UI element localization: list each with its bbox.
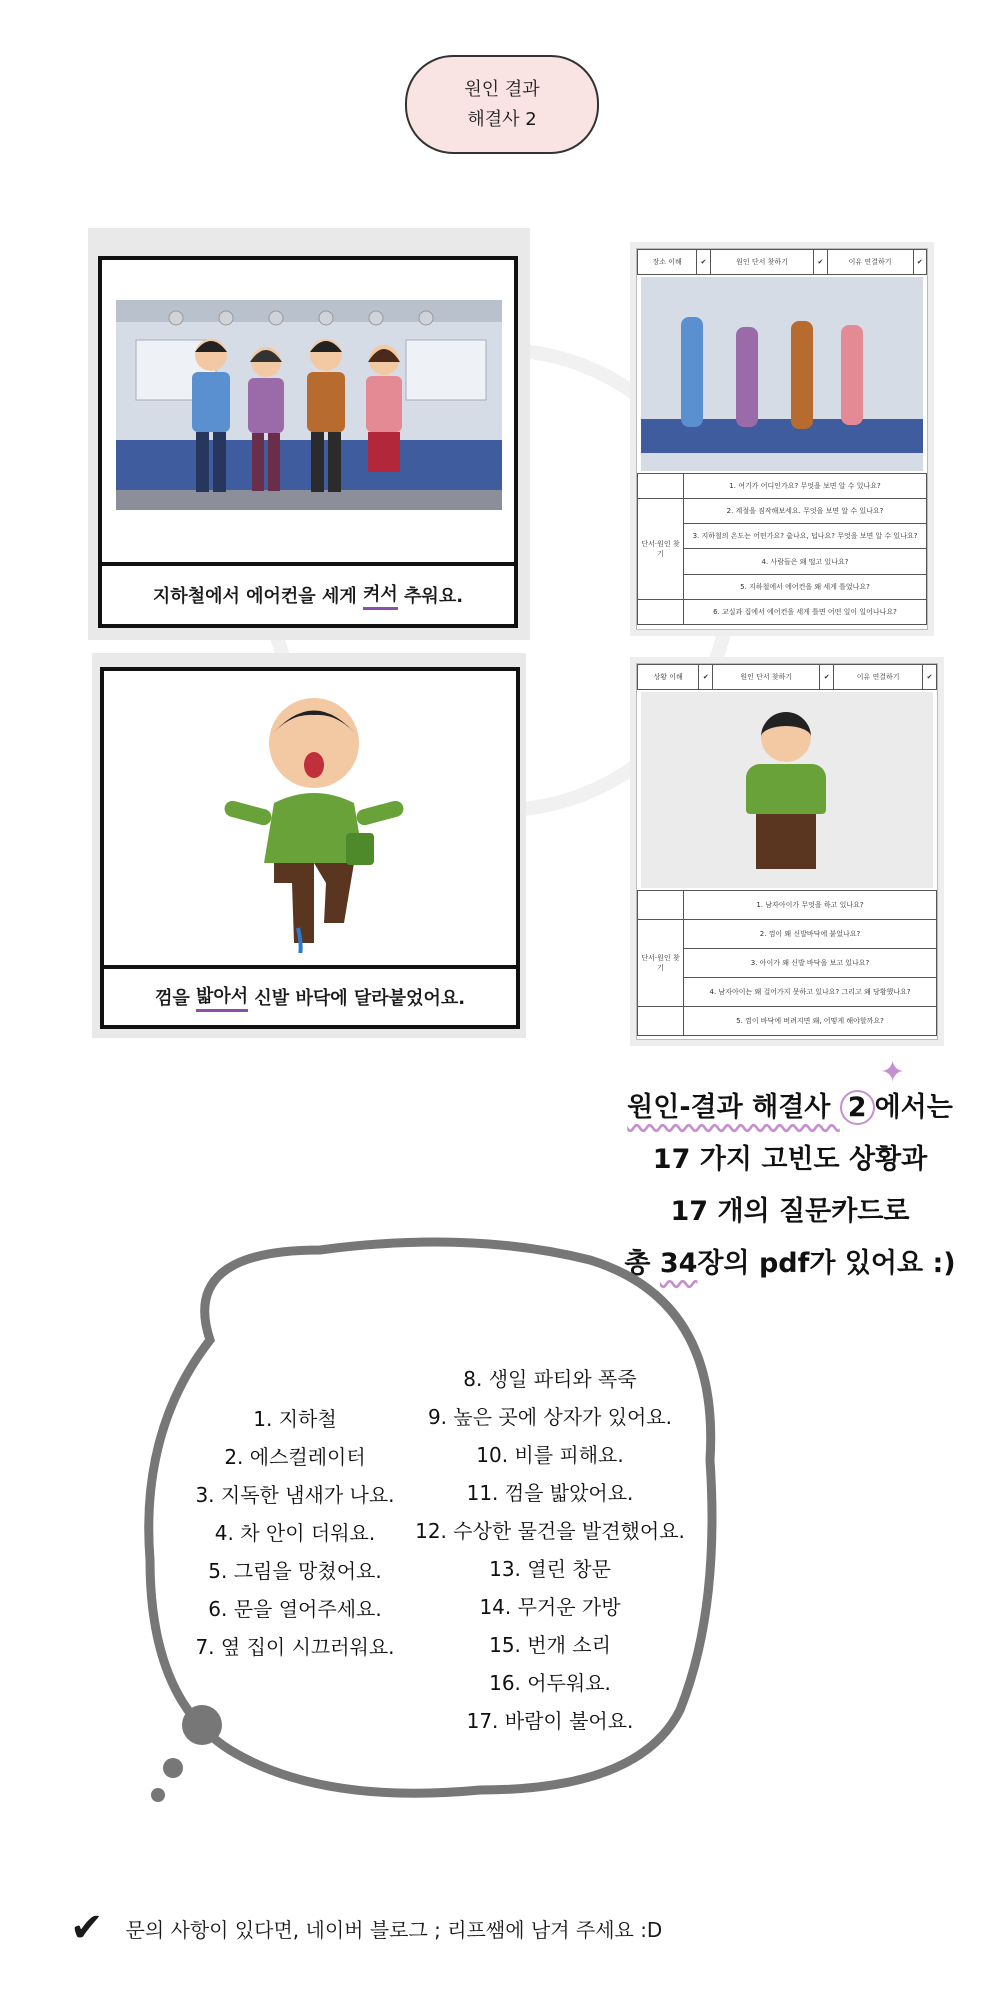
gum-card-frame [100,667,520,1029]
caption-text-b: 신발 바닥에 달라붙었어요. [248,988,466,1009]
subway-card-caption [102,566,514,624]
check-icon: ✔ [697,250,710,275]
promo-line-4a: 총 [624,1248,660,1279]
check-icon: ✔ [699,665,713,690]
list-item: 2. 에스컬레이터 [224,1445,366,1469]
check-icon: ✔ [913,250,927,275]
question-item: 5. 지하철에서 에어컨을 왜 세게 틀었나요? [684,574,927,599]
check-icon: ✔ [820,665,834,690]
header-cell: 장소 이해 [638,250,697,275]
question-item: 1. 여기가 어디인가요? 무엇을 보면 알 수 있나요? [684,474,927,499]
question-item: 4. 남자아이는 왜 걸어가지 못하고 있나요? 그리고 왜 당황했나요? [684,978,937,1007]
contact-note [70,1905,662,1951]
promo-line-3: 17 개의 질문카드로 [670,1196,910,1227]
list-item: 6. 문을 열어주세요. [208,1597,382,1621]
gum-boy-illustration [214,683,414,953]
list-item: 10. 비를 피해요. [476,1443,624,1467]
title-line-1: 원인 결과 [464,78,540,100]
sheet-image [641,692,933,888]
question-item: 3. 지하철의 온도는 어떤가요? 춥나요, 덥나요? 무엇을 보면 알 수 있나요? [684,524,927,549]
gum-card [92,653,526,1038]
sheet-image [641,277,923,471]
gum-card-caption [104,969,516,1025]
sheet-header-table [637,249,927,275]
situation-list-left [180,1400,410,1666]
question-item: 1. 남자아이가 무엇을 하고 있나요? [684,891,937,920]
list-item: 7. 옆 집이 시끄러워요. [195,1635,395,1659]
promo-line-1a: 원인-결과 해결사 [627,1092,840,1123]
promo-line-1 [600,1082,980,1134]
question-item: 2. 껌이 왜 신발바닥에 붙었나요? [684,920,937,949]
list-item: 16. 어두워요. [489,1671,611,1695]
subway-illustration [116,300,502,510]
promo-line-2: 17 가지 고빈도 상황과 [652,1144,928,1175]
question-item: 3. 아이가 왜 신발 바닥을 보고 있나요? [684,949,937,978]
sheet-question-table [637,890,937,1036]
promo-line-1c: 에서는 [874,1092,953,1123]
subway-question-sheet [636,248,928,630]
header-cell: 이유 연결하기 [834,665,923,690]
subway-card-frame [98,256,518,628]
caption-text-a: 지하철에서 에어컨을 세게 [152,586,363,607]
side-label: 단서·원인 찾기 [638,499,684,600]
list-item: 12. 수상한 물건을 발견했어요. [415,1519,685,1543]
question-item: 6. 교실과 집에서 에어컨을 세게 틀면 어떤 일이 일어나나요? [684,599,927,624]
gum-question-sheet [636,663,938,1040]
sheet-header-table [637,664,937,690]
side-label: 단서·원인 찾기 [638,920,684,1007]
header-cell: 이유 연결하기 [827,250,913,275]
list-item: 14. 무거운 가방 [479,1595,621,1619]
list-item: 8. 생일 파티와 폭죽 [463,1367,637,1391]
promo-line-4c: 장의 pdf가 있어요 :) [697,1248,956,1279]
list-item: 4. 차 안이 더워요. [214,1521,376,1545]
contact-text: 문의 사항이 있다면, 네이버 블로그 ; 리프쌤에 남겨 주세요 :D [125,1917,663,1942]
check-icon: ✔ [923,665,937,690]
checkmark-icon: ✔ [70,1905,104,1951]
question-item: 4. 사람들은 왜 떨고 있나요? [684,549,927,574]
caption-text-b: 추워요. [397,586,464,607]
check-icon: ✔ [814,250,827,275]
title-line-2: 해결사 2 [467,108,537,130]
subway-card [88,228,530,640]
header-cell: 상황 이해 [638,665,699,690]
list-item: 17. 바람이 불어요. [466,1709,634,1733]
promo-line-1b: 2 [840,1090,875,1125]
list-item: 9. 높은 곳에 상자가 있어요. [427,1405,673,1429]
header-cell: 원인 단서 찾하기 [713,665,820,690]
list-item: 1. 지하철 [253,1407,337,1431]
caption-text-a: 껌을 [154,988,196,1009]
promo-line-4b: 34 [659,1248,698,1279]
list-item: 3. 지독한 냄새가 나요. [195,1483,395,1507]
list-item: 11. 껌을 밟았어요. [466,1481,634,1505]
title-pill [405,55,599,154]
caption-mark: 밟아서 [196,982,248,1012]
header-cell: 원인 단서 찾하기 [710,250,813,275]
subway-scene-svg [116,300,502,510]
question-item: 2. 계절을 짐작해보세요. 무엇을 보면 알 수 있나요? [684,499,927,524]
list-item: 13. 열린 창문 [489,1557,611,1581]
sheet-question-table [637,473,927,625]
list-item: 5. 그림을 망쳤어요. [208,1559,382,1583]
list-item: 15. 번개 소리 [489,1633,611,1657]
caption-mark: 켜서 [363,580,398,610]
star-icon: ✦ [880,1055,906,1090]
question-item: 5. 껌이 바닥에 버려지면 왜, 어떻게 해야할까요? [684,1007,937,1036]
situation-list-right [410,1360,690,1740]
